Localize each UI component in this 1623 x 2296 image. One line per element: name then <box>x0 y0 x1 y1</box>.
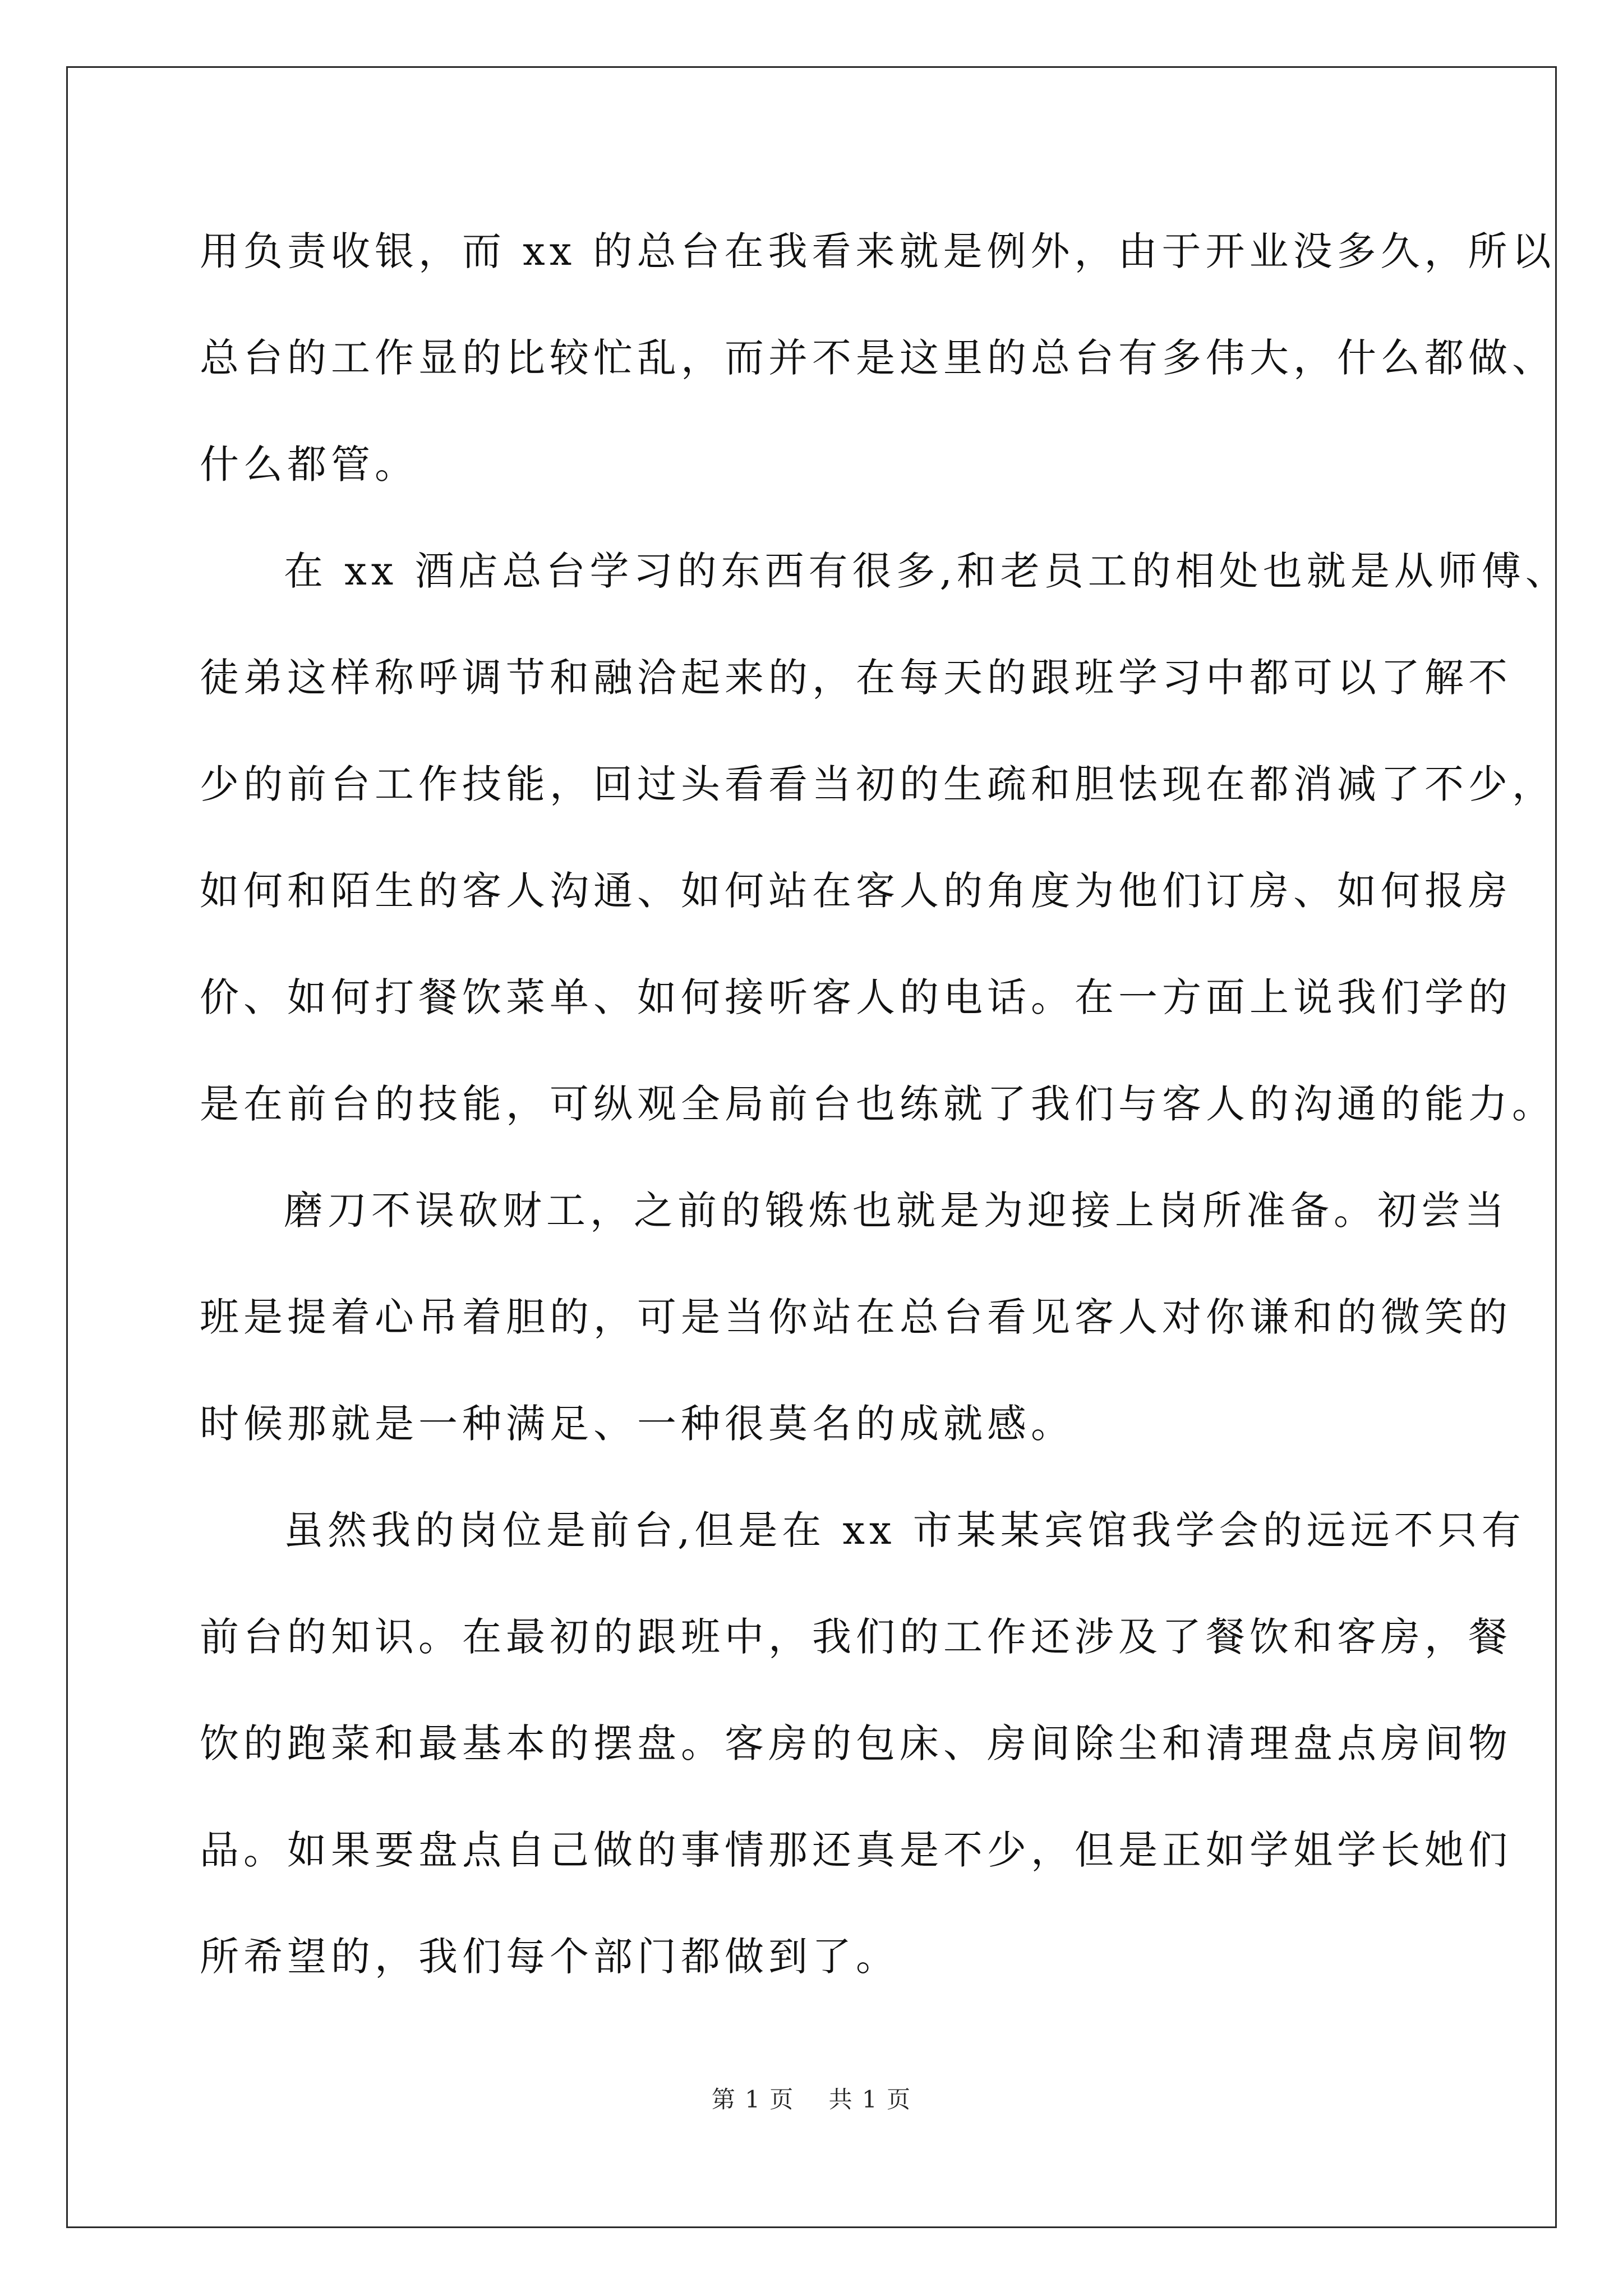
page-number: 第 1 页 <box>711 2086 795 2113</box>
page-footer <box>0 2081 1623 2115</box>
document-body <box>200 218 1569 2030</box>
text-line: 什么都管。 <box>200 441 418 487</box>
text-line: 是在前台的技能，可纵观全局前台也练就了我们与客人的沟通的能力。 <box>200 1081 1556 1127</box>
paragraph-first-line: 在 xx 酒店总台学习的东西有很多,和老员工的相处也就是从师傅、 <box>284 548 1569 594</box>
text-line: 用负责收银，而 xx 的总台在我看来就是例外，由于开业没多久，所以 <box>200 228 1556 274</box>
text-line: 饮的跑菜和最基本的摆盘。客房的包床、房间除尘和清理盘点房间物 <box>200 1720 1512 1766</box>
text-line: 前台的知识。在最初的跟班中，我们的工作还涉及了餐饮和客房，餐 <box>200 1614 1512 1660</box>
text-line: 班是提着心吊着胆的，可是当你站在总台看见客人对你谦和的微笑的 <box>200 1294 1512 1340</box>
text-line: 少的前台工作技能，回过头看看当初的生疏和胆怯现在都消减了不少， <box>200 761 1556 807</box>
text-line: 如何和陌生的客人沟通、如何站在客人的角度为他们订房、如何报房 <box>200 868 1512 914</box>
text-line: 所希望的，我们每个部门都做到了。 <box>200 1934 900 1980</box>
text-line: 品。如果要盘点自己做的事情那还真是不少，但是正如学姐学长她们 <box>200 1827 1512 1873</box>
text-line: 时候那就是一种满足、一种很莫名的成就感。 <box>200 1401 1075 1447</box>
paragraph-first-line: 磨刀不误砍财工，之前的锻炼也就是为迎接上岗所准备。初尝当 <box>284 1188 1509 1234</box>
page-total: 共 1 页 <box>828 2086 912 2113</box>
paragraph-first-line: 虽然我的岗位是前台,但是在 xx 市某某宾馆我学会的远远不只有 <box>284 1507 1525 1553</box>
text-line: 徒弟这样称呼调节和融洽起来的，在每天的跟班学习中都可以了解不 <box>200 655 1512 701</box>
text-line: 总台的工作显的比较忙乱，而并不是这里的总台有多伟大，什么都做、 <box>200 335 1556 381</box>
text-line: 价、如何打餐饮菜单、如何接听客人的电话。在一方面上说我们学的 <box>200 974 1512 1020</box>
